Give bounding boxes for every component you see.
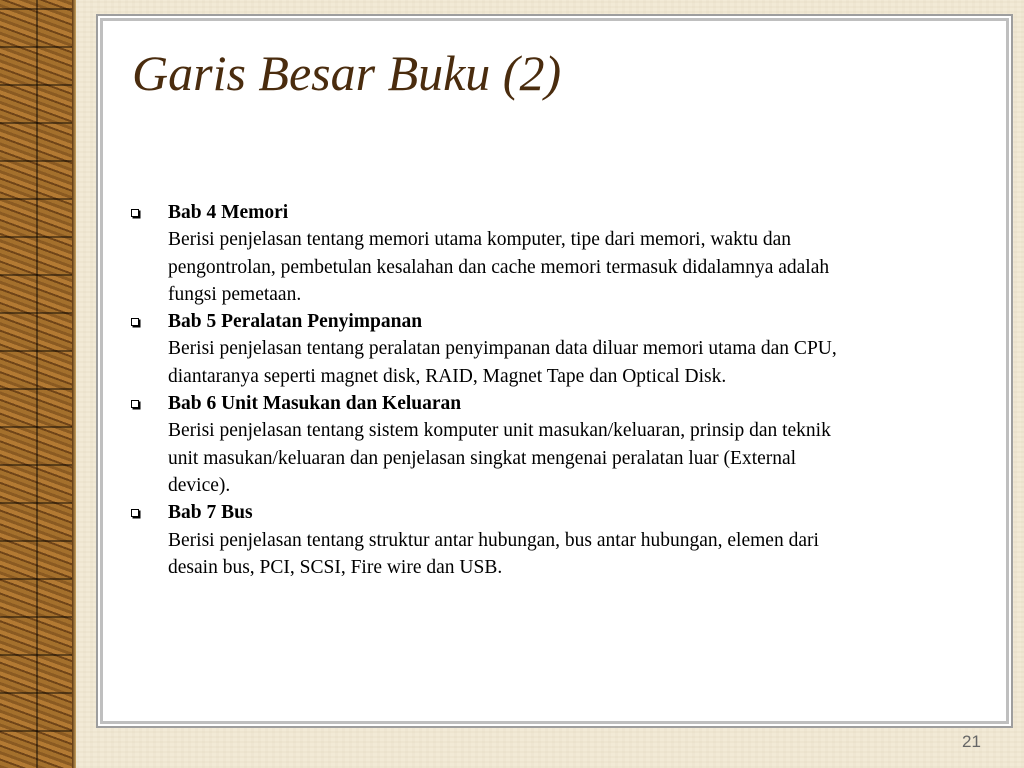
item-heading: Bab 4 Memori <box>168 202 289 223</box>
wood-strip-decoration <box>0 0 76 768</box>
bullet-list <box>130 199 860 581</box>
square-bullet-icon <box>131 318 139 326</box>
item-heading: Bab 5 Peralatan Penyimpanan <box>168 311 423 333</box>
square-bullet-icon <box>131 509 139 517</box>
list-item <box>130 308 860 390</box>
item-heading: Bab 6 Unit Masukan dan Keluaran <box>168 393 462 415</box>
item-heading: Bab 7 Bus <box>168 502 253 524</box>
page-number: 21 <box>962 732 981 751</box>
square-bullet-icon <box>131 209 139 217</box>
list-item <box>130 199 860 308</box>
item-description: Berisi penjelasan tentang peralatan penyimpanan data diluar memori utama dan CPU, diantaranya seperti magnet disk, RAID, Magnet Tape dan Optical Disk. <box>168 338 837 387</box>
item-description: Berisi penjelasan tentang memori utama komputer, tipe dari memori, waktu dan pengontrolan, pembetulan kesalahan dan cache memori termasuk didalamnya adalah fungsi pemetaan. <box>168 229 830 305</box>
square-bullet-icon <box>131 400 139 408</box>
item-description: Berisi penjelasan tentang struktur antar hubungan, bus antar hubungan, elemen dari desain bus, PCI, SCSI, Fire wire dan USB. <box>168 529 819 578</box>
list-item <box>130 499 860 581</box>
slide-title: Garis Besar Buku (2) <box>132 45 562 101</box>
list-item <box>130 390 860 499</box>
item-description: Berisi penjelasan tentang sistem komputer unit masukan/keluaran, prinsip dan teknik unit masukan/keluaran dan penjelasan singkat mengenai peralatan luar (External device). <box>168 420 831 496</box>
